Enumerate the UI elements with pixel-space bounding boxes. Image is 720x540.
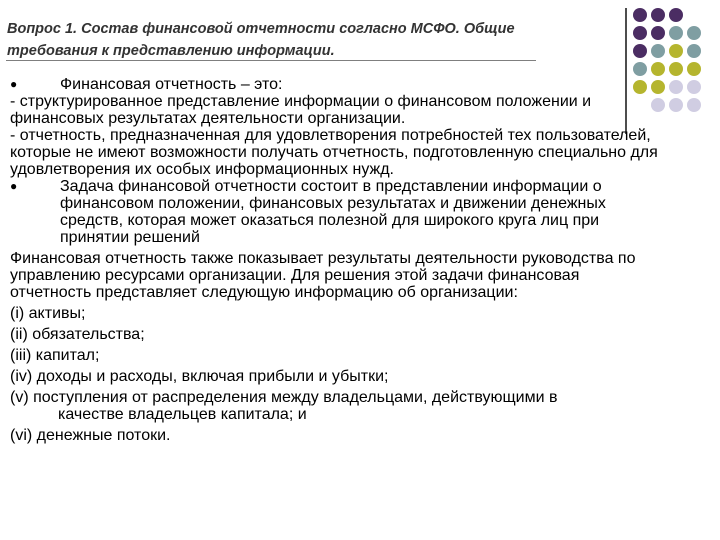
decorative-dot: [687, 26, 701, 40]
title-underline: [6, 60, 536, 61]
slide-content: [10, 76, 660, 444]
decorative-dot: [633, 44, 647, 58]
list-item-income-expenses: (iv) доходы и расходы, включая прибыли и убытки;: [10, 368, 389, 385]
slide-title-line-1: Вопрос 1. Состав финансовой отчетности согласно МСФО. Общие: [7, 21, 515, 37]
decorative-dot: [651, 44, 665, 58]
bullet-text: Задача финансовой отчетности состоит в представлении информации о финансовом положении, финансовых результатах и движении денежных средств, которая может оказаться полезной для широкого круга лиц при принятии решений: [60, 178, 606, 246]
decorative-dot: [633, 26, 647, 40]
bullet-icon: ●: [10, 77, 18, 91]
slide-title-line-2: требования к представлению информации.: [7, 43, 335, 59]
decorative-dot: [687, 62, 701, 76]
slide-title: [7, 18, 597, 62]
list-item-cash-flows: (vi) денежные потоки.: [10, 427, 171, 444]
decorative-dot: [651, 8, 665, 22]
decorative-dot: [687, 80, 701, 94]
decorative-dot: [687, 44, 701, 58]
definition-1: - структурированное представление информации о финансовом положении и финансовых результатах деятельности организации.: [10, 93, 592, 127]
bullet-text: Финансовая отчетность – это:: [60, 76, 283, 93]
list-item-liabilities: (ii) обязательства;: [10, 326, 145, 343]
list-item-equity: (iii) капитал;: [10, 347, 100, 364]
decorative-dot: [669, 62, 683, 76]
decorative-dot: [633, 8, 647, 22]
decorative-dot: [669, 8, 683, 22]
bullet-icon: ●: [10, 179, 18, 193]
list-item-assets: (i) активы;: [10, 305, 86, 322]
bullet-task: [10, 178, 660, 246]
bullet-financial-statements: [10, 76, 660, 93]
decorative-dot: [687, 98, 701, 112]
decorative-dot: [669, 98, 683, 112]
decorative-dot: [651, 62, 665, 76]
decorative-dot: [651, 26, 665, 40]
decorative-dot: [669, 26, 683, 40]
paragraph-results: Финансовая отчетность также показывает результаты деятельности руководства по управлению ресурсами организации. Для решения этой задачи финансовая отчетность представляет следующую информацию об организации:: [10, 250, 636, 301]
definition-2: - отчетность, предназначенная для удовлетворения потребностей тех пользователей, которые не имеют возможности получать отчетность, подготовленную специально для удовлетворения их особых информационных нужд.: [10, 127, 658, 178]
decorative-dot: [669, 80, 683, 94]
decorative-dot: [633, 62, 647, 76]
list-item-owner-distributions-line-1: (v) поступления от распределения между владельцами, действующими в: [10, 389, 558, 406]
decorative-dot: [669, 44, 683, 58]
list-item-owner-distributions: [10, 389, 660, 423]
list-item-owner-distributions-line-2: качестве владельцев капитала; и: [58, 406, 307, 423]
